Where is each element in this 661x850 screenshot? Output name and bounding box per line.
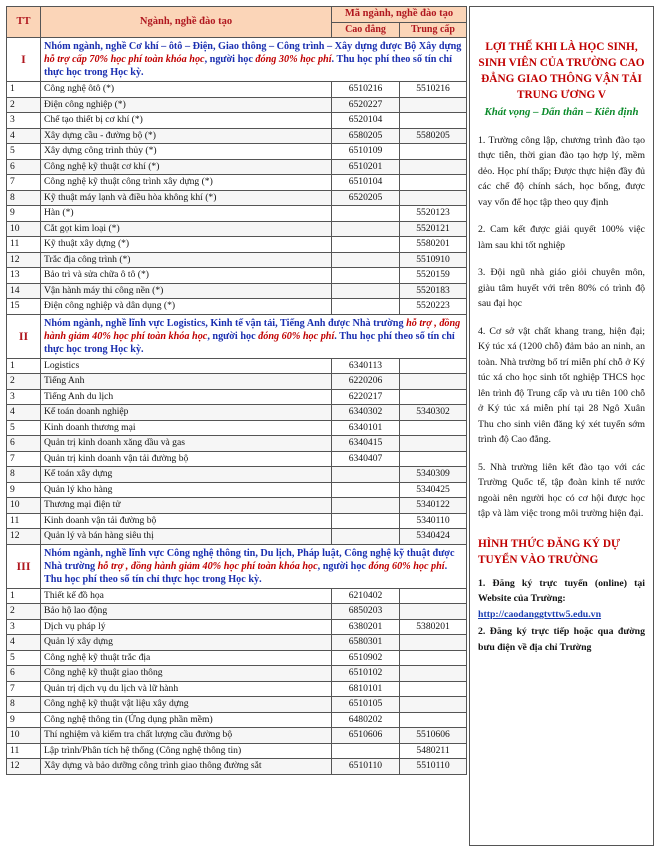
trung-cap-code: 5510910 bbox=[400, 252, 467, 268]
trung-cap-code bbox=[400, 97, 467, 113]
table-row bbox=[7, 420, 467, 436]
table-row bbox=[7, 190, 467, 206]
trung-cap-code bbox=[400, 190, 467, 206]
row-number: 5 bbox=[7, 650, 41, 666]
program-name: Công nghệ thông tin (Ứng dụng phần mềm) bbox=[41, 712, 332, 728]
cao-dang-code: 6510104 bbox=[332, 175, 400, 191]
trung-cap-code bbox=[400, 175, 467, 191]
cao-dang-code bbox=[332, 299, 400, 315]
cao-dang-code bbox=[332, 283, 400, 299]
cao-dang-code bbox=[332, 237, 400, 253]
trung-cap-code bbox=[400, 712, 467, 728]
row-number: 6 bbox=[7, 666, 41, 682]
header-program-name: Ngành, nghề đào tạo bbox=[41, 7, 332, 38]
trung-cap-code bbox=[400, 650, 467, 666]
trung-cap-code: 5340110 bbox=[400, 513, 467, 529]
row-number: 10 bbox=[7, 221, 41, 237]
table-row bbox=[7, 759, 467, 775]
trung-cap-code bbox=[400, 681, 467, 697]
program-name: Cắt gọt kim loại (*) bbox=[41, 221, 332, 237]
table-row bbox=[7, 283, 467, 299]
table-row bbox=[7, 405, 467, 421]
motto: Khát vọng – Dấn thân – Kiên định bbox=[484, 106, 639, 118]
cao-dang-code: 6480202 bbox=[332, 712, 400, 728]
row-number: 10 bbox=[7, 728, 41, 744]
group-description bbox=[41, 314, 467, 358]
row-number: 10 bbox=[7, 498, 41, 514]
cao-dang-code: 6510110 bbox=[332, 759, 400, 775]
row-number: 6 bbox=[7, 436, 41, 452]
trung-cap-code: 5480211 bbox=[400, 743, 467, 759]
row-number: 4 bbox=[7, 405, 41, 421]
program-name: Kỹ thuật xây dựng (*) bbox=[41, 237, 332, 253]
program-name: Quản lý và bán hàng siêu thị bbox=[41, 529, 332, 545]
row-number: 3 bbox=[7, 619, 41, 635]
program-name: Xây dựng công trình thủy (*) bbox=[41, 144, 332, 160]
program-name: Công nghệ kỹ thuật cơ khí (*) bbox=[41, 159, 332, 175]
row-number: 13 bbox=[7, 268, 41, 284]
trung-cap-code bbox=[400, 635, 467, 651]
row-number: 12 bbox=[7, 529, 41, 545]
program-name: Tiếng Anh bbox=[41, 374, 332, 390]
registration-online bbox=[478, 576, 645, 623]
table-row bbox=[7, 436, 467, 452]
table-row bbox=[7, 374, 467, 390]
table-row bbox=[7, 650, 467, 666]
row-number: 9 bbox=[7, 482, 41, 498]
cao-dang-code: 6380201 bbox=[332, 619, 400, 635]
cao-dang-code: 6580301 bbox=[332, 635, 400, 651]
group-text bbox=[44, 40, 463, 79]
program-name: Kế toán xây dựng bbox=[41, 467, 332, 483]
cao-dang-code bbox=[332, 498, 400, 514]
trung-cap-code bbox=[400, 358, 467, 374]
group-text-part: . Thu học phí theo số tín chỉ thực học trong Học kỳ. bbox=[44, 560, 448, 585]
group-text bbox=[44, 547, 463, 586]
program-name: Quản trị kinh doanh xăng dầu và gas bbox=[41, 436, 332, 452]
table-row bbox=[7, 299, 467, 315]
cao-dang-code: 6340113 bbox=[332, 358, 400, 374]
group-number: I bbox=[7, 38, 41, 82]
group-text-part: , người học bbox=[207, 330, 259, 342]
program-name: Tiếng Anh du lịch bbox=[41, 389, 332, 405]
advantage-4: 4. Cơ sở vật chất khang trang, hiện đại; Ký túc xá (1200 chỗ) đảm bảo an ninh, an toàn. Nhà trường bố trí miễn phí chỗ ở Ký túc xá cho học sinh tốt nghiệp THCS học lên trình độ Trung cấp và ưu tiên 100 chỗ ở Ký túc xá miễn phí tại 28 Ngô Xuân Thu cho sinh viên đăng ký xét tuyển sớm trình độ Cao đẳng. bbox=[478, 325, 645, 445]
table-row bbox=[7, 237, 467, 253]
trung-cap-code: 5520223 bbox=[400, 299, 467, 315]
program-name: Trắc địa công trình (*) bbox=[41, 252, 332, 268]
cao-dang-code: 6810101 bbox=[332, 681, 400, 697]
row-number: 7 bbox=[7, 175, 41, 191]
row-number: 6 bbox=[7, 159, 41, 175]
header-tt: TT bbox=[7, 7, 41, 38]
trung-cap-code bbox=[400, 588, 467, 604]
group-highlight: hỗ trợ , đồng hành giảm 40% học phí toàn khóa học bbox=[44, 317, 461, 342]
group-highlight: hỗ trợ cấp 70% học phí toàn khóa học bbox=[44, 54, 205, 65]
trung-cap-code: 5520159 bbox=[400, 268, 467, 284]
group-highlight: đóng 30% học phí bbox=[255, 54, 332, 65]
cao-dang-code bbox=[332, 743, 400, 759]
trung-cap-code bbox=[400, 374, 467, 390]
trung-cap-code bbox=[400, 159, 467, 175]
table-row bbox=[7, 619, 467, 635]
program-name: Chế tạo thiết bị cơ khí (*) bbox=[41, 113, 332, 129]
program-name: Công nghệ kỹ thuật giao thông bbox=[41, 666, 332, 682]
cao-dang-code: 6510102 bbox=[332, 666, 400, 682]
group-highlight: đóng 60% học phí bbox=[258, 330, 335, 342]
cao-dang-code bbox=[332, 206, 400, 222]
row-number: 7 bbox=[7, 681, 41, 697]
trung-cap-code: 5340302 bbox=[400, 405, 467, 421]
row-number: 8 bbox=[7, 190, 41, 206]
group-description bbox=[41, 38, 467, 82]
table-row bbox=[7, 498, 467, 514]
program-name: Điện công nghiệp và dân dụng (*) bbox=[41, 299, 332, 315]
program-name: Công nghệ kỹ thuật vật liệu xây dựng bbox=[41, 697, 332, 713]
row-number: 5 bbox=[7, 420, 41, 436]
program-name: Kỹ thuật máy lạnh và điều hòa không khí (*) bbox=[41, 190, 332, 206]
trung-cap-code bbox=[400, 451, 467, 467]
table-body bbox=[7, 38, 467, 775]
group-text-part: Nhóm ngành, nghề Cơ khí – ôtô – Điện, Giao thông – Công trình – Xây dựng được Bộ Xây dựng bbox=[44, 41, 462, 52]
cao-dang-code: 6850203 bbox=[332, 604, 400, 620]
advantage-5: 5. Nhà trường liên kết đào tạo với các Trường Quốc tế, tập đoàn kinh tế nước ngoài nên người học có cơ hội được học tập và làm việc trong môi trường hiện đại. bbox=[478, 461, 645, 519]
row-number: 12 bbox=[7, 759, 41, 775]
row-number: 5 bbox=[7, 144, 41, 160]
group-text-part: Nhóm ngành, nghề lĩnh vực Logistics, Kinh tế vận tải, Tiếng Anh được Nhà trường bbox=[44, 317, 407, 329]
table-row bbox=[7, 513, 467, 529]
page bbox=[6, 6, 654, 846]
group-highlight: hỗ trợ , đồng hành giảm 40% học phí toàn khóa học bbox=[97, 560, 318, 572]
trung-cap-code: 5520183 bbox=[400, 283, 467, 299]
advantage-3: 3. Đội ngũ nhà giáo giỏi chuyên môn, giàu tâm huyết với trên 80% có trình độ sau đại học bbox=[478, 267, 645, 309]
row-number: 2 bbox=[7, 604, 41, 620]
header-trung-cap: Trung cấp bbox=[400, 22, 467, 38]
table-row bbox=[7, 113, 467, 129]
table-row bbox=[7, 451, 467, 467]
cao-dang-code: 6510216 bbox=[332, 82, 400, 98]
program-name: Thương mại điện tử bbox=[41, 498, 332, 514]
row-number: 9 bbox=[7, 712, 41, 728]
cao-dang-code: 6510606 bbox=[332, 728, 400, 744]
table-row bbox=[7, 97, 467, 113]
table-row bbox=[7, 159, 467, 175]
table-row bbox=[7, 635, 467, 651]
group-row bbox=[7, 314, 467, 358]
table-row bbox=[7, 252, 467, 268]
header-program-code: Mã ngành, nghề đào tạo bbox=[332, 7, 467, 23]
program-name: Kinh doanh thương mại bbox=[41, 420, 332, 436]
table-row bbox=[7, 268, 467, 284]
program-name: Quản lý xây dựng bbox=[41, 635, 332, 651]
trung-cap-code bbox=[400, 113, 467, 129]
group-number: II bbox=[7, 314, 41, 358]
table-row bbox=[7, 529, 467, 545]
group-number: III bbox=[7, 544, 41, 588]
table-row bbox=[7, 206, 467, 222]
trung-cap-code bbox=[400, 389, 467, 405]
trung-cap-code: 5520123 bbox=[400, 206, 467, 222]
trung-cap-code: 5340424 bbox=[400, 529, 467, 545]
table-row bbox=[7, 144, 467, 160]
cao-dang-code: 6510201 bbox=[332, 159, 400, 175]
group-text-part: , người học bbox=[204, 54, 256, 65]
cao-dang-code bbox=[332, 529, 400, 545]
table-row bbox=[7, 389, 467, 405]
row-number: 4 bbox=[7, 635, 41, 651]
group-text-part: . Thu học phí theo số tín chỉ thực học trong Học kỳ. bbox=[44, 330, 455, 355]
table-row bbox=[7, 588, 467, 604]
program-name: Công nghệ kỹ thuật trắc địa bbox=[41, 650, 332, 666]
cao-dang-code bbox=[332, 252, 400, 268]
cao-dang-code: 6220206 bbox=[332, 374, 400, 390]
program-name: Quản lý kho hàng bbox=[41, 482, 332, 498]
cao-dang-code: 6510109 bbox=[332, 144, 400, 160]
program-name: Xây dựng cầu - đường bộ (*) bbox=[41, 128, 332, 144]
group-description bbox=[41, 544, 467, 588]
table-row bbox=[7, 604, 467, 620]
row-number: 4 bbox=[7, 128, 41, 144]
program-name: Bảo hộ lao động bbox=[41, 604, 332, 620]
program-name: Công nghệ ôtô (*) bbox=[41, 82, 332, 98]
trung-cap-code bbox=[400, 697, 467, 713]
cao-dang-code bbox=[332, 467, 400, 483]
cao-dang-code: 6580205 bbox=[332, 128, 400, 144]
cao-dang-code: 6520227 bbox=[332, 97, 400, 113]
table-row bbox=[7, 712, 467, 728]
group-highlight: đóng 60% học phí bbox=[368, 560, 445, 572]
trung-cap-code: 5520121 bbox=[400, 221, 467, 237]
trung-cap-code: 5580205 bbox=[400, 128, 467, 144]
cao-dang-code: 6340407 bbox=[332, 451, 400, 467]
table-row bbox=[7, 681, 467, 697]
program-name: Thí nghiệm và kiểm tra chất lượng cầu đường bộ bbox=[41, 728, 332, 744]
table-row bbox=[7, 697, 467, 713]
trung-cap-code bbox=[400, 666, 467, 682]
program-name: Hàn (*) bbox=[41, 206, 332, 222]
cao-dang-code: 6510105 bbox=[332, 697, 400, 713]
trung-cap-code: 5380201 bbox=[400, 619, 467, 635]
row-number: 1 bbox=[7, 82, 41, 98]
table-row bbox=[7, 82, 467, 98]
trung-cap-code bbox=[400, 420, 467, 436]
trung-cap-code: 5510216 bbox=[400, 82, 467, 98]
program-name: Kế toán doanh nghiệp bbox=[41, 405, 332, 421]
row-number: 2 bbox=[7, 374, 41, 390]
program-name: Thiết kế đồ họa bbox=[41, 588, 332, 604]
header-cao-dang: Cao đẳng bbox=[332, 22, 400, 38]
row-number: 9 bbox=[7, 206, 41, 222]
cao-dang-code: 6340415 bbox=[332, 436, 400, 452]
cao-dang-code: 6520205 bbox=[332, 190, 400, 206]
table-row bbox=[7, 221, 467, 237]
cao-dang-code bbox=[332, 513, 400, 529]
table-row bbox=[7, 482, 467, 498]
table-row bbox=[7, 175, 467, 191]
panel-title: LỢI THẾ KHI LÀ HỌC SINH, SINH VIÊN CỦA TRƯỜNG CAO ĐẲNG GIAO THÔNG VẬN TẢI TRUNG ƯƠNG V bbox=[478, 41, 645, 101]
trung-cap-code: 5340122 bbox=[400, 498, 467, 514]
program-name: Logistics bbox=[41, 358, 332, 374]
trung-cap-code: 5580201 bbox=[400, 237, 467, 253]
row-number: 12 bbox=[7, 252, 41, 268]
group-text-part: . Thu học phí theo số tín chỉ thực học trong Học kỳ. bbox=[44, 54, 452, 78]
cao-dang-code bbox=[332, 221, 400, 237]
registration-mail: 2. Đăng ký trực tiếp hoặc qua đường bưu điện về địa chỉ Trường bbox=[478, 626, 645, 653]
row-number: 3 bbox=[7, 113, 41, 129]
row-number: 1 bbox=[7, 588, 41, 604]
advantages-panel bbox=[469, 6, 654, 846]
table-row bbox=[7, 358, 467, 374]
cao-dang-code bbox=[332, 268, 400, 284]
row-number: 11 bbox=[7, 743, 41, 759]
table-row bbox=[7, 128, 467, 144]
trung-cap-code: 5510110 bbox=[400, 759, 467, 775]
trung-cap-code bbox=[400, 436, 467, 452]
table-row bbox=[7, 666, 467, 682]
row-number: 3 bbox=[7, 389, 41, 405]
cao-dang-code bbox=[332, 482, 400, 498]
table-row bbox=[7, 728, 467, 744]
registration-title: HÌNH THỨC ĐĂNG KÝ DỰ TUYỂN VÀO TRƯỜNG bbox=[478, 537, 621, 566]
program-name: Kinh doanh vận tải đường bộ bbox=[41, 513, 332, 529]
cao-dang-code: 6210402 bbox=[332, 588, 400, 604]
table-row bbox=[7, 467, 467, 483]
trung-cap-code bbox=[400, 604, 467, 620]
group-row bbox=[7, 544, 467, 588]
program-table bbox=[6, 6, 467, 775]
program-name: Dịch vụ pháp lý bbox=[41, 619, 332, 635]
row-number: 11 bbox=[7, 513, 41, 529]
program-name: Bảo trì và sửa chữa ô tô (*) bbox=[41, 268, 332, 284]
cao-dang-code: 6510902 bbox=[332, 650, 400, 666]
website-link[interactable]: http://caodanggtvttw5.edu.vn bbox=[478, 608, 602, 620]
row-number: 2 bbox=[7, 97, 41, 113]
group-text-part: , người học bbox=[317, 560, 369, 572]
row-number: 15 bbox=[7, 299, 41, 315]
cao-dang-code: 6340302 bbox=[332, 405, 400, 421]
cao-dang-code: 6340101 bbox=[332, 420, 400, 436]
trung-cap-code: 5340425 bbox=[400, 482, 467, 498]
program-name: Lập trình/Phân tích hệ thống (Công nghệ thông tin) bbox=[41, 743, 332, 759]
row-number: 8 bbox=[7, 467, 41, 483]
trung-cap-code: 5340309 bbox=[400, 467, 467, 483]
row-number: 11 bbox=[7, 237, 41, 253]
group-row bbox=[7, 38, 467, 82]
row-number: 7 bbox=[7, 451, 41, 467]
program-name: Vận hành máy thi công nền (*) bbox=[41, 283, 332, 299]
program-name: Quản trị kinh doanh vận tải đường bộ bbox=[41, 451, 332, 467]
group-text-part: Nhóm ngành, nghề lĩnh vực Công nghệ thông tin, Du lịch, Pháp luật, Công nghệ kỹ thuật được Nhà trường bbox=[44, 547, 455, 572]
advantage-1: 1. Trường công lập, chương trình đào tạo thực tiễn, thời gian đào tạo hợp lý, mềm dẻo. Học phí thấp; Được thực hiện đầy đủ các chế độ chính sách, học bổng, được vay vốn để học tập theo quy định bbox=[478, 134, 645, 208]
table-row bbox=[7, 743, 467, 759]
registration-online-text: 1. Đăng ký trực tuyến (online) tại Website của Trường: bbox=[478, 577, 645, 604]
group-text bbox=[44, 317, 463, 356]
program-name: Quản trị dịch vụ du lịch và lữ hành bbox=[41, 681, 332, 697]
row-number: 1 bbox=[7, 358, 41, 374]
program-name: Điện công nghiệp (*) bbox=[41, 97, 332, 113]
program-name: Xây dựng và bảo dưỡng công trình giao thông đường sắt bbox=[41, 759, 332, 775]
row-number: 8 bbox=[7, 697, 41, 713]
program-name: Công nghệ kỹ thuật công trình xây dựng (*) bbox=[41, 175, 332, 191]
advantage-2: 2. Cam kết được giải quyết 100% việc làm sau khi tốt nghiệp bbox=[478, 224, 645, 251]
trung-cap-code bbox=[400, 144, 467, 160]
cao-dang-code: 6220217 bbox=[332, 389, 400, 405]
trung-cap-code: 5510606 bbox=[400, 728, 467, 744]
cao-dang-code: 6520104 bbox=[332, 113, 400, 129]
row-number: 14 bbox=[7, 283, 41, 299]
